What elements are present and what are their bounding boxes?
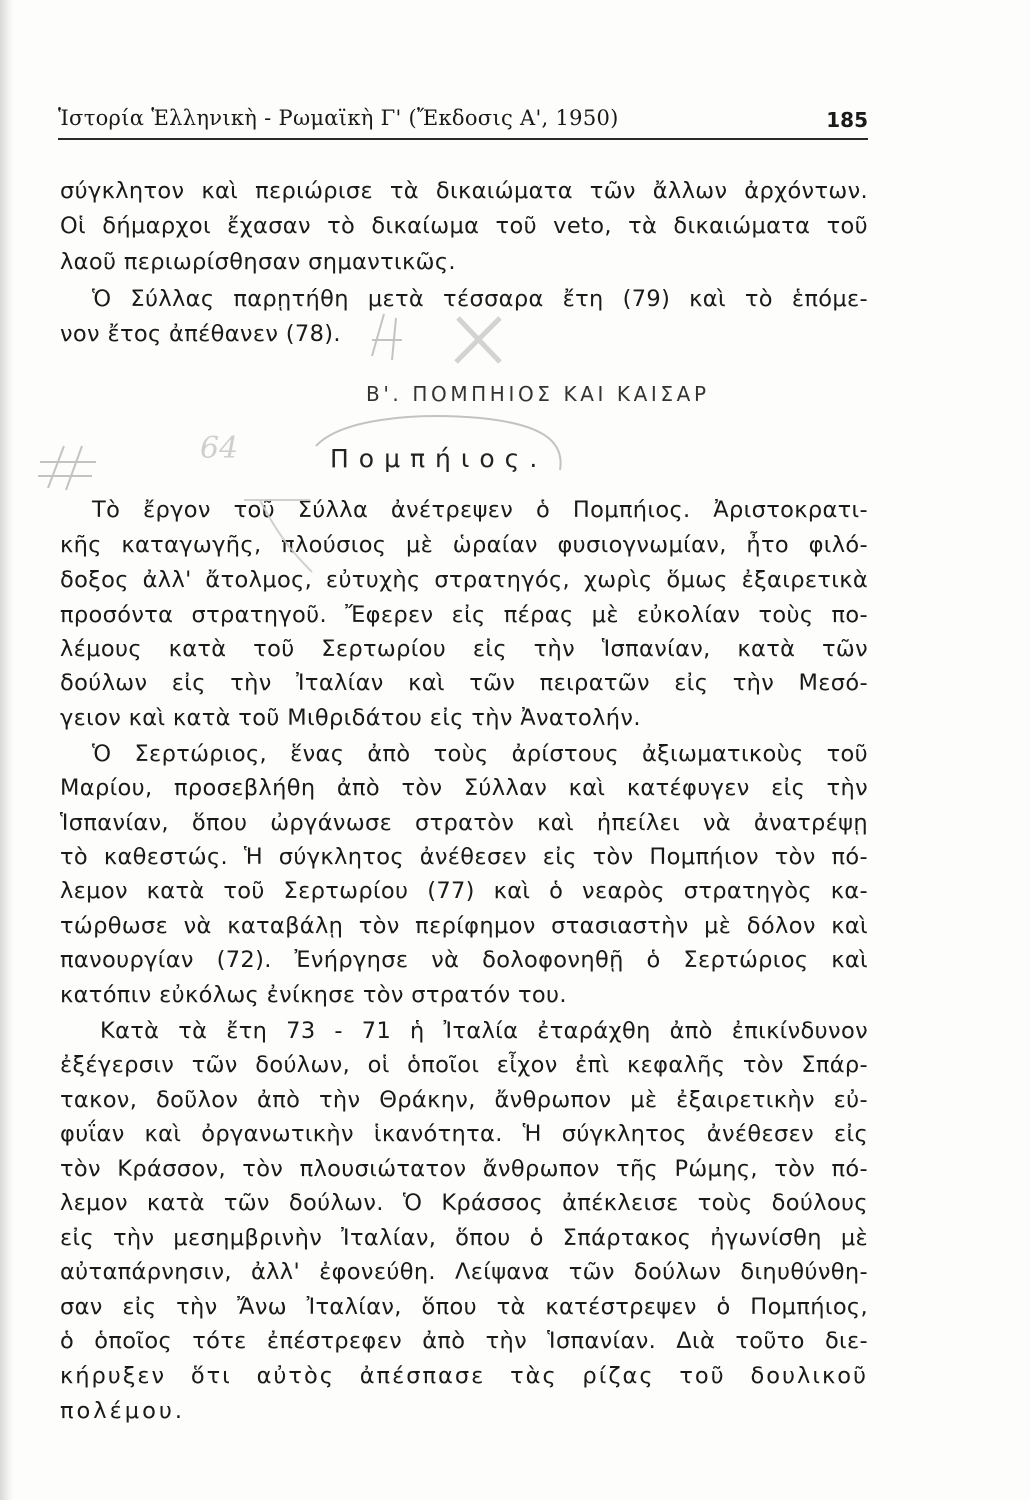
scan-edge	[0, 0, 14, 1500]
text-line: πανουργίαν (72). Ἐνήργησε νὰ δολοφονηθῇ ὁ Σερτώριος καὶ	[60, 947, 868, 973]
text-line: Οἱ δήμαρχοι ἔχασαν τὸ δικαίωμα τοῦ veto, τὰ δικαιώματα τοῦ	[60, 213, 868, 239]
text-line: Τὸ ἔργον τοῦ Σύλλα ἀνέτρεψεν ὁ Πομπήιος. Ἀριστοκρατι-	[92, 497, 868, 523]
text-line: ὁ ὁποῖος τότε ἐπέστρεφεν ἀπὸ τὴν Ἱσπανίαν. Διὰ τοῦτο διε-	[60, 1328, 868, 1354]
text-line: Ἱσπανίαν, ὅπου ὠργάνωσε στρατὸν καὶ ἠπείλει νὰ ἀνατρέψῃ	[60, 810, 868, 836]
pencil-cross-mark	[456, 318, 500, 362]
text-line: Ὁ Σύλλας παρῃτήθη μετὰ τέσσαρα ἔτη (79) καὶ τὸ ἑπόμε-	[92, 286, 868, 312]
text-line: κῆς καταγωγῆς, πλούσιος μὲ ὡραίαν φυσιογνωμίαν, ἦτο φιλό-	[60, 532, 868, 558]
text-line: δούλων εἰς τὴν Ἰταλίαν καὶ τῶν πειρατῶν εἰς τὴν Μεσό-	[60, 670, 868, 696]
text-line: πολέμου.	[60, 1398, 186, 1424]
text-line: Ὁ Σερτώριος, ἕνας ἀπὸ τοὺς ἀρίστους ἀξιωματικοὺς τοῦ	[92, 741, 868, 767]
text-line: ἐξέγερσιν τῶν δούλων, οἱ ὁποῖοι εἶχον ἐπὶ κεφαλῆς τὸν Σπάρ-	[60, 1052, 868, 1078]
pencil-number: 64	[200, 431, 239, 466]
text-line: κήρυξεν ὅτι αὐτὸς ἀπέσπασε τὰς ρίζας τοῦ δουλικοῦ	[60, 1363, 868, 1389]
text-line: αὐταπάρνησιν, ἀλλ' ἐφονεύθη. Λείψανα τῶν δούλων διηυθύνθη-	[60, 1259, 868, 1285]
text-line: κατόπιν εὐκόλως ἐνίκησε τὸν στρατόν του.	[60, 982, 567, 1008]
text-line: τακον, δοῦλον ἀπὸ τὴν Θράκην, ἄνθρωπον μὲ ἐξαιρετικὴν εὐ-	[60, 1087, 868, 1113]
text-line: φυΐαν καὶ ὀργανωτικὴν ἱκανότητα. Ἡ σύγκλητος ἀνέθεσεν εἰς	[60, 1121, 868, 1147]
text-line: τὸν Κράσσον, τὸν πλουσιώτατον ἄνθρωπον τῆς Ρώμης, τὸν πό-	[60, 1156, 868, 1182]
running-header	[58, 104, 868, 140]
text-line: τώρθωσε νὰ καταβάλῃ τὸν περίφημον στασιαστὴν μὲ δόλον καὶ	[60, 913, 868, 939]
text-line: λεμον κατὰ τῶν δούλων. Ὁ Κράσσος ἀπέκλεισε τοὺς δούλους	[60, 1190, 868, 1216]
sub-heading: Πομπήιος.	[330, 444, 548, 473]
page-number: 185	[826, 108, 868, 132]
text-line: γειον καὶ κατὰ τοῦ Μιθριδάτου εἰς τὴν Ἀνατολήν.	[60, 705, 641, 731]
text-line: σύγκλητον καὶ περιώρισε τὰ δικαιώματα τῶν ἄλλων ἀρχόντων.	[60, 178, 868, 204]
text-line: Κατὰ τὰ ἔτη 73 - 71 ἡ Ἰταλία ἐταράχθη ἀπὸ ἐπικίνδυνον	[100, 1018, 868, 1044]
header-title: Ἱστορία Ἑλληνικὴ - Ρωμαϊκὴ Γ' (Ἔκδοσις Α', 1950)	[58, 106, 619, 130]
text-line: Μαρίου, προσεβλήθη ἀπὸ τὸν Σύλλαν καὶ κατέφυγεν εἰς τὴν	[60, 775, 868, 801]
text-line: λέμους κατὰ τοῦ Σερτωρίου εἰς τὴν Ἱσπανίαν, κατὰ τῶν	[60, 636, 868, 662]
text-line: προσόντα στρατηγοῦ. Ἔφερεν εἰς πέρας μὲ εὐκολίαν τοὺς πο-	[60, 602, 868, 628]
text-line: λαοῦ περιωρίσθησαν σημαντικῶς.	[60, 249, 456, 275]
text-line: εἰς τὴν μεσημβρινὴν Ἰταλίαν, ὅπου ὁ Σπάρτακος ἠγωνίσθη μὲ	[60, 1225, 868, 1251]
text-line: νον ἔτος ἀπέθανεν (78).	[60, 321, 341, 347]
text-line: τὸ καθεστώς. Ἡ σύγκλητος ἀνέθεσεν εἰς τὸν Πομπήιον τὸν πό-	[60, 844, 868, 870]
pencil-hash-mark	[38, 446, 96, 490]
text-line: σαν εἰς τὴν Ἄνω Ἰταλίαν, ὅπου τὰ κατέστρεψεν ὁ Πομπήιος,	[60, 1294, 868, 1320]
text-line: λεμον κατὰ τοῦ Σερτωρίου (77) καὶ ὁ νεαρὸς στρατηγὸς κα-	[60, 878, 868, 904]
pencil-mark-4	[372, 314, 402, 360]
section-heading: Β'. ΠΟΜΠΗΙΟΣ ΚΑΙ ΚΑΙΣΑΡ	[366, 382, 710, 406]
text-line: δοξος ἀλλ' ἄτολμος, εὐτυχὴς στρατηγός, χωρὶς ὅμως ἐξαιρετικὰ	[60, 567, 868, 593]
